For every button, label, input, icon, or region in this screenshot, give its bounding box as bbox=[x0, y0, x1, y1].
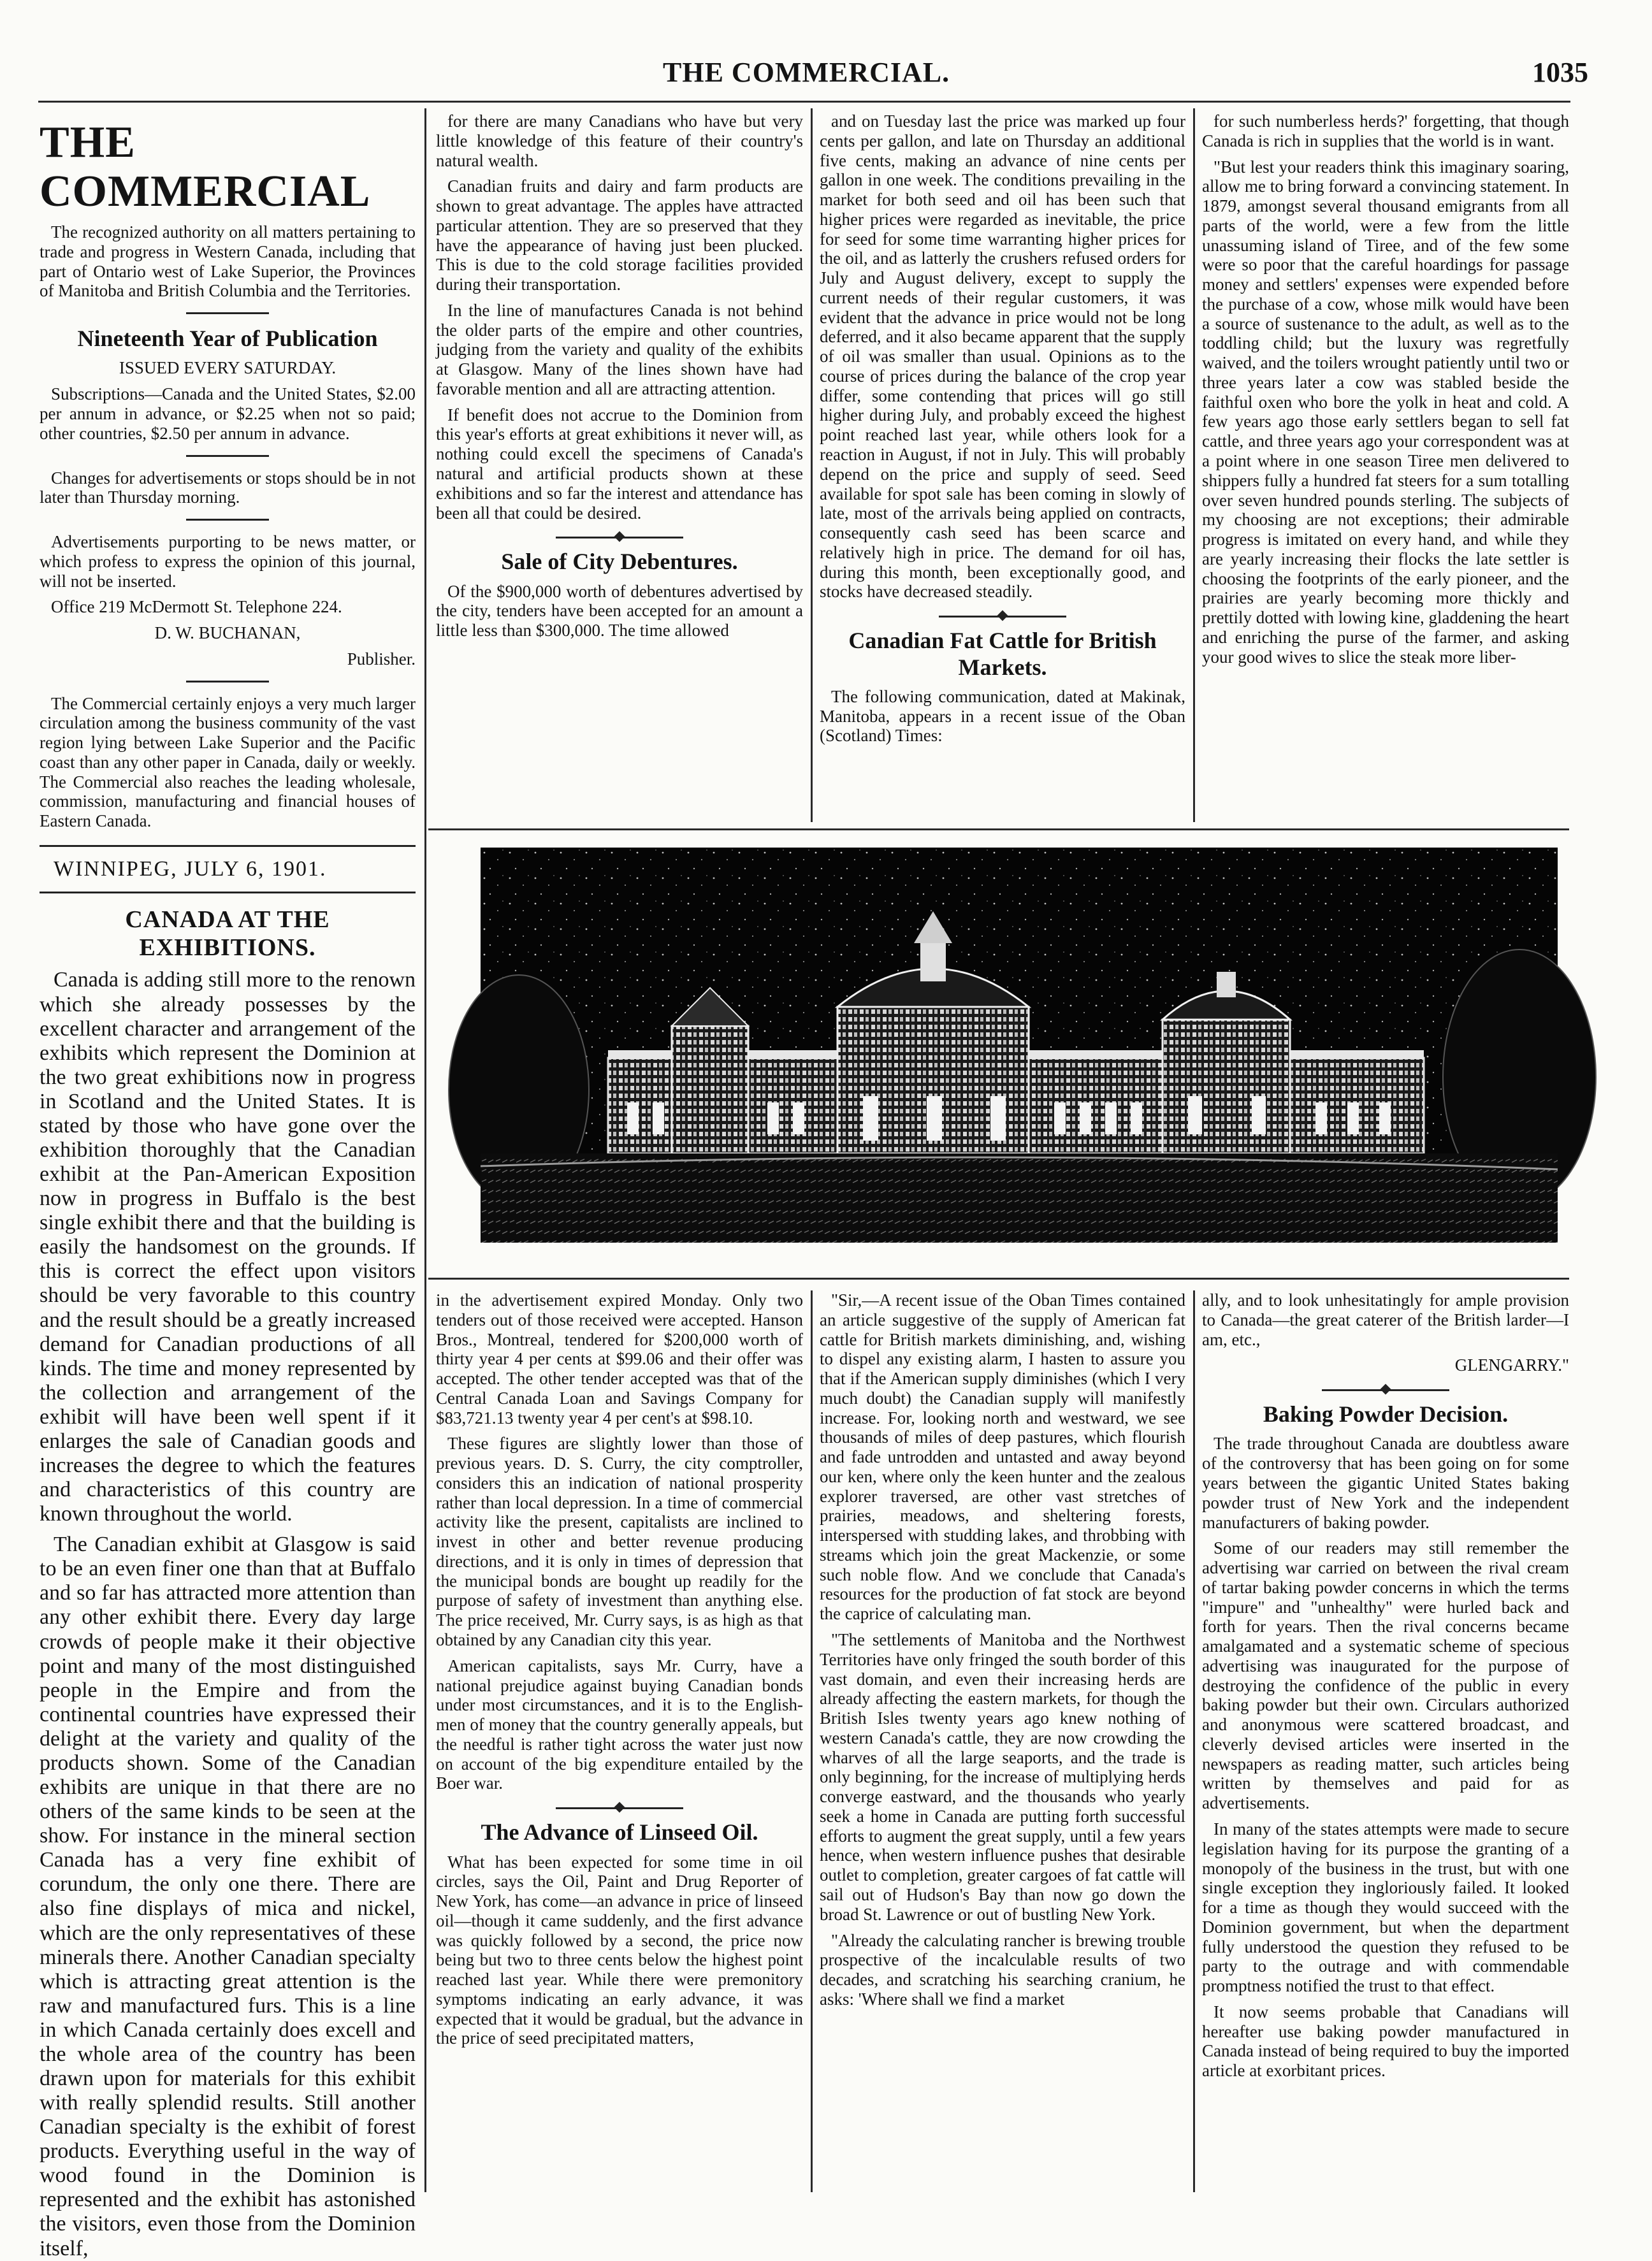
column-rule bbox=[424, 108, 426, 2192]
office-address: Office 219 McDermott St. Telephone 224. bbox=[51, 597, 342, 617]
article-paragraph: "But lest your readers think this imaginary soaring, allow me to bring forward a convincing statement. In 1879, amongst several thousand emigrants from all parts of the world, were a few from the little unassuming island of Tiree, and of the few some were so poor that the careful hoardings for passage money and settlers' expenses were expended before the purchase of a cow, whose milk would have been a source of sustenance to the adult, as well as to the toddling child; but the luxury was regretfully waived, and the toilers wrought patiently until two or three years later a cow was stabled beside the faithful oxen who bore the yolk in heat and cold. A few years ago those early settlers began to sell fat cattle, and three years ago your correspondent was at a point where in one season Tiree men delivered to shippers fully a hundred fat steers for a sum totalling over seven hundred pounds sterling. The subjects of my choosing are not exceptions; their admirable progress is imitated on every hand, and while they are yearly increasing their flocks the late settler is choosing the footprints of the early pioneer, and the prairies are yearly becoming more thickly and prettily dotted with lowing kine, gladdening the heart and enriching the purse of the farmer, and asking your good wives to slice the steak more liber- bbox=[1202, 157, 1569, 667]
article-paragraph: If benefit does not accrue to the Dominion from this year's efforts at great exhibitions it never will, as nothing could excell the specimens of Canada's natural and artificial products shown at these exhibitions and so far the interest and attendance has been all that could be desired. bbox=[436, 405, 803, 523]
article-paragraph: ally, and to look unhesitatingly for ample provision to Canada—the great caterer of the British larder—I am, etc., bbox=[1202, 1290, 1569, 1349]
article-paragraph: The trade throughout Canada are doubtless aware of the controversy that has been going on for some years between the gigantic United States baking powder trust of New York and the independent manufacturers of baking powder. bbox=[1202, 1434, 1569, 1532]
article-paragraph: "Already the calculating rancher is brewing trouble prospective of the incalculable results of two decades, and scratching his searching cranium, he asks: 'Where shall we find a market bbox=[820, 1930, 1185, 2009]
page-number: 1035 bbox=[1532, 57, 1588, 88]
article-paragraph: for there are many Canadians who have but very little knowledge of this feature of their country's natural wealth. bbox=[436, 112, 803, 170]
ornament-rule bbox=[186, 681, 269, 683]
article-paragraph: In many of the states attempts were made to secure legislation having for its purpose the granting of a monopoly of the business in the trust, but with one single exception they ingloriously failed. It looked for a time as though they would succeed with the Dominion government, but when the department fully understood the question they refused to be party to the outrage and with commendable promptness notified the trust to that effect. bbox=[1202, 1819, 1569, 1996]
column-3-bottom bbox=[820, 1290, 1185, 2208]
article-paragraph: Of the $900,000 worth of debentures advertised by the city, tenders have been accepted for an amount a little less than $300,000. The time allowed bbox=[436, 581, 803, 640]
column-3-top bbox=[820, 112, 1185, 825]
column-1 bbox=[40, 118, 416, 2260]
headline-linseed-oil: The Advance of Linseed Oil. bbox=[481, 1819, 758, 1846]
article-paragraph: What has been expected for some time in oil circles, says the Oil, Paint and Drug Reporter of New York, has come—an advance in price of linseed oil—though it came suddenly, and the first advance was quickly followed by a second, the price now being but two to three cents below the highest point reached last year. While there were premonitory symptoms indicating an early advance, it was expected that it would be gradual, but the advance in the price of seed precipitated matters, bbox=[436, 1852, 803, 2048]
dateline: WINNIPEG, JULY 6, 1901. bbox=[54, 857, 327, 881]
exhibit-building-engraving bbox=[481, 848, 1558, 1243]
article-paragraph: for such numberless herds?' forgetting, that though Canada is rich in supplies that the world is in want. bbox=[1202, 112, 1569, 150]
article-paragraph: The Canadian exhibit at Glasgow is said to be an even finer one than that at Buffalo and so far has attracted more attention than any other exhibit there. Every day large crowds of people make it their objective point and many of the most distinguished people in the Empire and from the continental countries have expressed their delight at the variety and quality of the products shown. Some of the Canadian exhibits are unique in that there are no others of the same kinds to be seen at the show. For instance in the mineral section Canada has a very fine exhibit of corundum, the only one there. There are also fine displays of mica and nickel, which are the only representatives of these minerals there. Another Canadian specialty which is attracting great attention is the raw and manufactured furs. This is a line in which Canada certainly does excell and the whole area of the country has been drawn upon for materials for this exhibit with really splendid results. Still another Canadian specialty is the exhibit of forest products. Everything useful in the way of wood found in the Dominion is represented and the exhibit has astonished the visitors, even those from the Dominion itself, bbox=[40, 1533, 416, 2260]
article-paragraph: The following communication, dated at Makinak, Manitoba, appears in a recent issue of the Oban (Scotland) Times: bbox=[820, 686, 1185, 746]
publisher-title: Publisher. bbox=[347, 649, 416, 668]
headline-canada-exhibitions: CANADA AT THE EXHIBITIONS. bbox=[125, 906, 330, 961]
article-paragraph: In the line of manufactures Canada is not behind the older parts of the empire and other countries, judging from the variety and quality of the exhibits at Glasgow. Many of the lines shown have had favorable mention and all are attracting attention. bbox=[436, 300, 803, 398]
article-paragraph: Canadian fruits and dairy and farm products are shown to great advantage. The apples have attracted particular attention. They are so preserved that they have the appearance of having just been plucked. This is due to the cold storage facilities provided during their transportation. bbox=[436, 177, 803, 294]
masthead-title: THE COMMERCIAL bbox=[40, 118, 371, 216]
masthead-description: The recognized authority on all matters pertaining to trade and progress in Western Canada, including that part of Ontario west of Lake Superior, the Provinces of Manitoba and British Columbia and the Territories. bbox=[40, 222, 416, 301]
exhibit-illustration bbox=[481, 848, 1558, 1243]
column-2-top bbox=[436, 112, 803, 825]
article-paragraph: "The settlements of Manitoba and the Northwest Territories have only fringed the south border of this vast domain, and even their increasing herds are already affecting the eastern markets, for though the British Isles twenty years ago knew nothing of western Canada's cattle, they are now crowding the wharves of all the large seaports, and the trade is only beginning, for the increase of multiplying herds converge eastward, and the thousands who yearly seek a home in Canada are putting forth successful efforts to augment the great supply, until a few years hence, when western influence pushes that desirable outlet to completion, greater cargoes of fat cattle will sail out of Hudson's Bay than now go down the broad St. Lawrence or out of bustling New York. bbox=[820, 1630, 1185, 1924]
column-2-bottom bbox=[436, 1290, 803, 2208]
letter-signature: GLENGARRY." bbox=[1454, 1355, 1569, 1375]
headline-baking-powder: Baking Powder Decision. bbox=[1263, 1401, 1509, 1427]
issued-line: ISSUED EVERY SATURDAY. bbox=[119, 358, 337, 378]
ornament-rule bbox=[1322, 1389, 1449, 1391]
running-title: THE COMMERCIAL. bbox=[663, 57, 950, 88]
ornament-rule bbox=[556, 537, 683, 538]
column-rule bbox=[1193, 108, 1195, 822]
head-rule bbox=[38, 101, 1570, 103]
ornament-rule bbox=[556, 1807, 683, 1809]
article-paragraph: It now seems probable that Canadians will hereafter use baking powder manufactured in Canada instead of being required to buy the imported article at exorbitant prices. bbox=[1202, 2002, 1569, 2081]
article-paragraph: and on Tuesday last the price was marked up four cents per gallon, and late on Thursday an additional five cents, making an advance of nine cents per gallon in one week. The conditions prevailing in the market for both seed and oil has been such that higher prices were regarded as inevitable, the price for seed for some time warranting higher prices for the oil, and as latterly the crushers refused orders for July and August delivery, except to supply the current needs of their regular customers, it was evident that the advance in price would not be long deferred, and it also became apparent that the supply of oil was smaller than usual. Opinions as to the course of prices during the balance of the crop year differ, some contending that prices will go still higher during July, and probably exceed the highest point reached last year, while others look for a reaction in August, if not in July. This will probably depend on the price and supply of seed. Seed available for spot sale has been coming in slowly of late, most of the arrivals being applied on contracts, consequently cash seed has been scarce and relatively high in price. The demand for oil has, during this month, been exceptionally good, and stocks have decreased steadily. bbox=[820, 112, 1185, 602]
year-line: Nineteenth Year of Publication bbox=[77, 326, 378, 352]
publisher-name: D. W. BUCHANAN, bbox=[154, 623, 301, 643]
ornament-rule bbox=[939, 616, 1066, 618]
headline-fat-cattle: Canadian Fat Cattle for British Markets. bbox=[848, 628, 1157, 680]
dateline-rule bbox=[40, 892, 416, 893]
headline-city-debentures: Sale of City Debentures. bbox=[501, 549, 738, 575]
subscriptions: Subscriptions—Canada and the United States, $2.00 per annum in advance, or $2.25 when not so paid; other countries, $2.50 per annum in advance. bbox=[40, 384, 416, 443]
section-rule bbox=[428, 828, 1569, 830]
advertisements-notice: Advertisements purporting to be news matter, or which profess to express the opinion of this journal, will not be inserted. bbox=[40, 532, 416, 591]
column-rule bbox=[811, 1290, 813, 2192]
article-paragraph: Some of our readers may still remember the advertising war carried on between the rival cream of tartar baking powder concerns in which the terms "impure" and "unhealthy" were hurled back and forth for years. Then the rival concerns became amalgamated and a systematic scheme of specious advertising was inaugurated for the purpose of destroying the confidence of the public in every baking powder but their own. Circulars authorized and anonymous were scattered broadcast, and cleverly devised articles were inserted in the newspapers as reading matter, such articles being written by themselves and paid for as advertisements. bbox=[1202, 1538, 1569, 1813]
running-head bbox=[0, 56, 1652, 101]
circulation-notice: The Commercial certainly enjoys a very much larger circulation among the business community of the vast region lying between Lake Superior and the Pacific coast than any other paper in Canada, daily or weekly. The Commercial also reaches the leading wholesale, commission, manufacturing and financial houses of Eastern Canada. bbox=[40, 693, 416, 831]
column-4-top bbox=[1202, 112, 1569, 825]
article-paragraph: Canada is adding still more to the renown which she already possesses by the excellent character and arrangement of the exhibits which represent the Dominion at the two great exhibitions now in progress in Scotland and the United States. It is stated by those who have gone over the exhibition thoroughly that the Canadian exhibit at the Pan-American Exposition now in progress in Buffalo is the best single exhibit there and that the building is easily the handsomest on the grounds. If this is correct the effect upon visitors should be very favorable to this country and the result should be a greatly increased demand for Canadian productions of all kinds. The time and money represented by the collection and arrangement of the exhibit will have been well spent if it enlarges the sale of Canadian goods and increases the degree to which the features and characteristics of this country are known throughout the world. bbox=[40, 968, 416, 1526]
article-paragraph: American capitalists, says Mr. Curry, have a national prejudice against buying Canadian bonds under most circumstances, and it is to the English-men of money that the country generally appeals, but the needful is rather tight across the water just now on account of the big expenditure entailed by the Boer war. bbox=[436, 1656, 803, 1793]
article-paragraph: These figures are slightly lower than those of previous years. D. S. Curry, the city comptroller, considers this an indication of national prosperity rather than local depression. In a time of commercial activity like the present, capitalists are inclined to invest in other and better revenue producing directions, and it is only in times of depression that the municipal bonds are bought up readily for the purpose of safety of investment than anything else. The price received, Mr. Curry says, is as high as that obtained by any Canadian city this year. bbox=[436, 1434, 803, 1650]
dateline-rule bbox=[40, 845, 416, 847]
ornament-rule bbox=[186, 519, 269, 521]
section-rule bbox=[428, 1278, 1569, 1280]
ornament-rule bbox=[186, 455, 269, 457]
column-rule bbox=[811, 108, 813, 822]
column-4-bottom bbox=[1202, 1290, 1569, 2208]
changes-notice: Changes for advertisements or stops should be in not later than Thursday morning. bbox=[40, 468, 416, 507]
column-rule bbox=[1193, 1290, 1195, 2192]
article-paragraph: "Sir,—A recent issue of the Oban Times contained an article suggestive of the supply of American fat cattle for British markets diminishing, and, wishing to dispel any existing alarm, I hasten to assure you that if the American supply diminishes (which I very much doubt) the Canadian supply will manifestly increase. For, looking north and westward, we see thousands of miles of deep pastures, which flourish and fade untrodden and untasted and away beyond our ken, where only the keen hunter and the zealous explorer traversed, are other vast stretches of prairies, meadows, and sheltering forests, interspersed with studding lakes, and throbbing with streams which join the great Mackenzie, or some such noble flow. And we conclude that Canada's resources for the production of fat stock are beyond the caprice of calculating man. bbox=[820, 1290, 1185, 1624]
ornament-rule bbox=[186, 312, 269, 314]
article-paragraph: in the advertisement expired Monday. Only two tenders out of those received were accepted. Hanson Bros., Montreal, tendered for $200,000 worth of thirty year 4 per cents at $99.06 and their offer was accepted. The other tender accepted was that of the Central Canada Loan and Savings Company for $83,721.13 twenty year 4 per cent's at $98.10. bbox=[436, 1290, 803, 1427]
